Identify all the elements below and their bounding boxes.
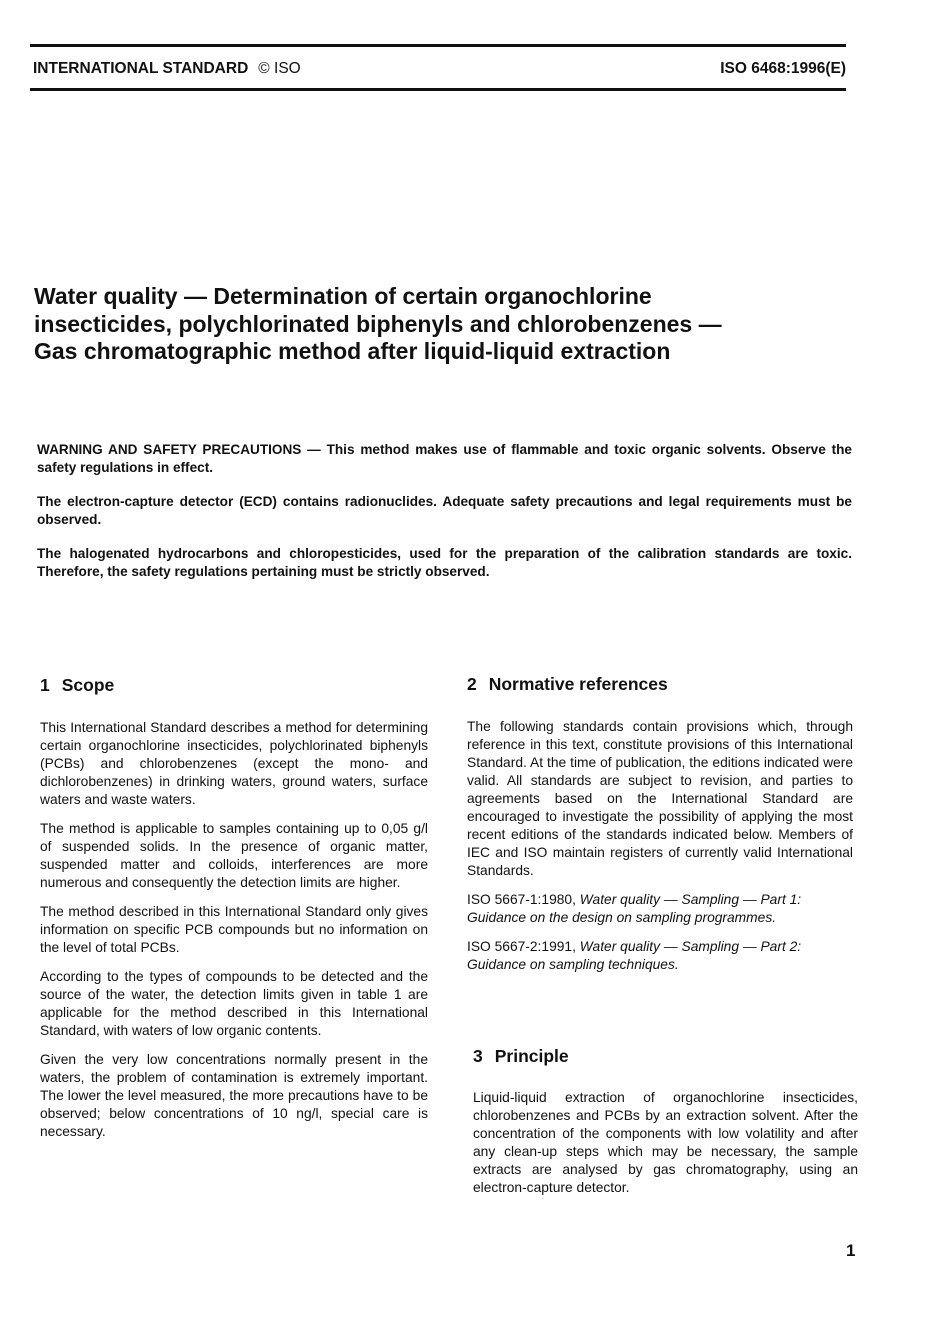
scope-paragraph-3: The method described in this International Standard only gives information on specific PCB compounds but no information on the level of total PCBs. [40, 904, 428, 955]
page-header [33, 60, 846, 82]
title-line-3: Gas chromatographic method after liquid-liquid extraction [34, 338, 671, 364]
scope-paragraph-2: The method is applicable to samples containing up to 0,05 g/l of suspended solids. In the presence of organic matter, suspended matter and colloids, interferences are more numerous and consequently the detection limits are higher. [40, 821, 428, 890]
warning-paragraph-3: The halogenated hydrocarbons and chloropesticides, used for the preparation of the calibration standards are toxic. Therefore, the safety regulations pertaining must be strictly observed. [37, 546, 852, 579]
document-title [34, 283, 854, 366]
normative-references-heading: 2 Normative references [467, 674, 668, 694]
principle-body [473, 1089, 858, 1208]
doc-number: ISO 6468:1996(E) [720, 60, 846, 77]
standard-label: INTERNATIONAL STANDARD [33, 60, 249, 77]
page-number: 1 [846, 1241, 856, 1260]
title-line-2: insecticides, polychlorinated biphenyls and chlorobenzenes — [34, 310, 722, 337]
principle-paragraph: Liquid-liquid extraction of organochlorine insecticides, chlorobenzenes and PCBs by an extraction solvent. After the concentration of the components with low volatility and after any clean-up steps which may be necessary, the sample extracts are analysed by gas chromatography, using an electron-capture detector. [473, 1090, 858, 1195]
header-standard [33, 60, 301, 78]
header-bottom-rule [30, 88, 846, 91]
scope-body [40, 719, 428, 1152]
reference-item-2: ISO 5667-2:1991, Water quality — Sampling — Part 2: Guidance on sampling techniques. [467, 939, 802, 972]
warning-paragraph-2: The electron-capture detector (ECD) contains radionuclides. Adequate safety precautions and legal requirements must be observed. [37, 494, 852, 527]
scope-paragraph-5: Given the very low concentrations normally present in the waters, the problem of contamination is extremely important. The lower the level measured, the more precautions have to be observed; below concentrations of 10 ng/l, special care is necessary. [40, 1052, 428, 1139]
scope-paragraph-1: This International Standard describes a method for determining certain organochlorine insecticides, polychlorinated biphenyls (PCBs) and chlorobenzenes (except the mono- and dichlorobenzenes) in drinking waters, ground waters, surface waters and waste waters. [40, 720, 428, 807]
header-top-rule [30, 44, 846, 47]
normative-references-intro: The following standards contain provisions which, through reference in this text, constitute provisions of this International Standard. At the time of publication, the editions indicated were valid. All standards are subject to revision, and parties to agreements based on the International Standard are encouraged to investigate the possibility of applying the most recent editions of the standards indicated below. Members of IEC and ISO maintain registers of currently valid International Standards. [467, 719, 853, 878]
title-line-1: Water quality — Determination of certain organochlorine [34, 283, 652, 309]
warning-paragraph-1: WARNING AND SAFETY PRECAUTIONS — This method makes use of flammable and toxic organic solvents. Observe the safety regulations in effect. [37, 442, 852, 475]
reference-item-1: ISO 5667-1:1980, Water quality — Sampling — Part 1: Guidance on the design on sampling programmes. [467, 892, 802, 925]
iso-mark: © ISO [258, 60, 301, 77]
normative-references-body [467, 718, 853, 985]
principle-heading: 3 Principle [473, 1046, 569, 1066]
scope-paragraph-4: According to the types of compounds to be detected and the source of the water, the detection limits given in table 1 are applicable for the method described in this International Standard, with waters of low organic contents. [40, 969, 428, 1038]
scope-heading: 1 Scope [40, 675, 115, 695]
